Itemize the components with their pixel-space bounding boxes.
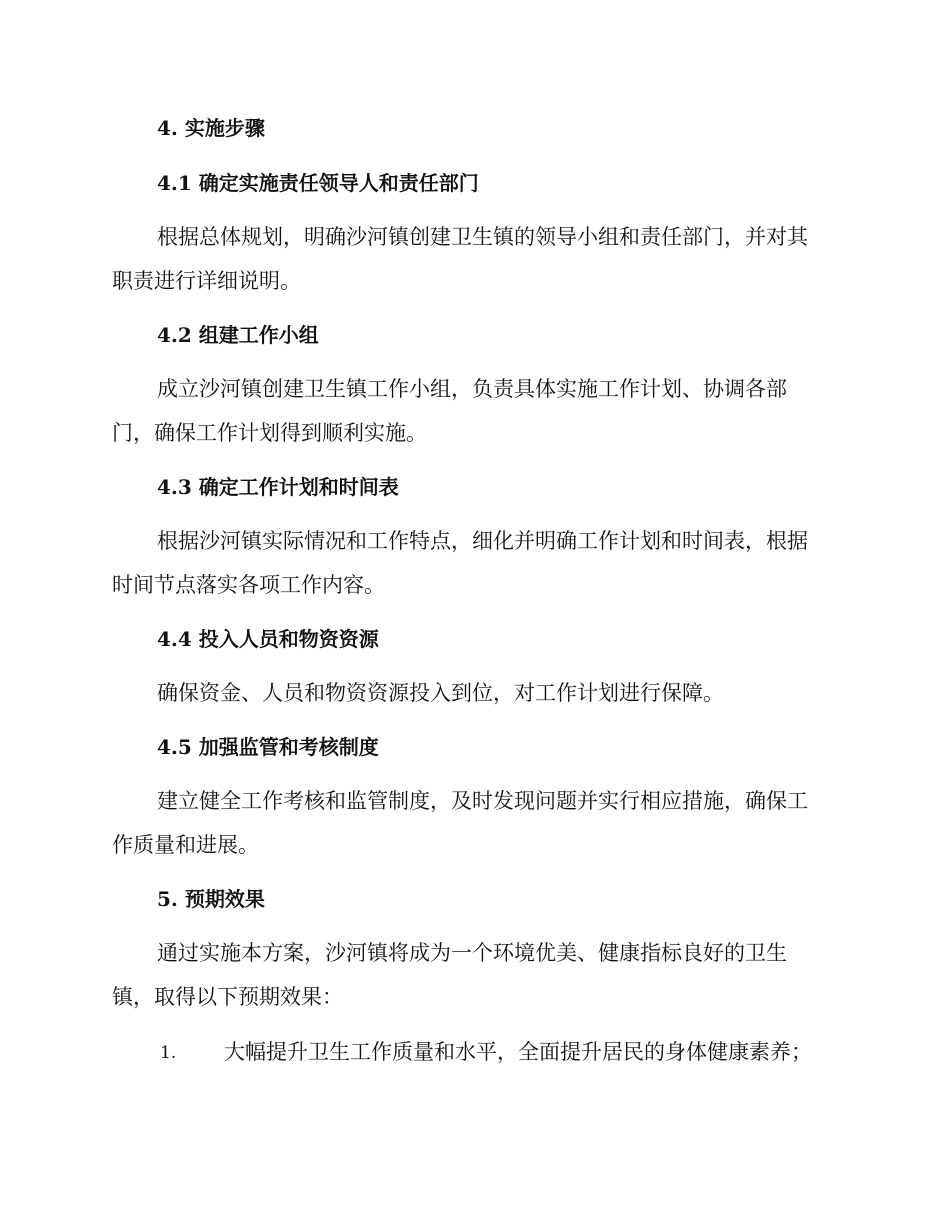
section-heading-4-5: 4.5 加强监管和考核制度 (157, 735, 379, 759)
list-item-number: 1. (160, 1043, 177, 1063)
list-item-text: 大幅提升卫生工作质量和水平，全面提升居民的身体健康素养； (224, 1040, 812, 1064)
section-heading-5: 5. 预期效果 (157, 887, 265, 911)
section-heading-4-3: 4.3 确定工作计划和时间表 (157, 475, 399, 499)
paragraph-line: 门，确保工作计划得到顺利实施。 (112, 421, 427, 445)
section-heading-4-1: 4.1 确定实施责任领导人和责任部门 (157, 171, 479, 195)
section-heading-4: 4. 实施步骤 (157, 116, 265, 140)
paragraph-line: 建立健全工作考核和监管制度，及时发现问题并实行相应措施，确保工 (157, 789, 808, 813)
paragraph-line: 根据沙河镇实际情况和工作特点，细化并明确工作计划和时间表，根据 (157, 529, 808, 553)
paragraph-line: 通过实施本方案，沙河镇将成为一个环境优美、健康指标良好的卫生 (157, 941, 787, 965)
paragraph-line: 确保资金、人员和物资资源投入到位，对工作计划进行保障。 (157, 681, 724, 705)
paragraph-line: 作质量和进展。 (112, 833, 259, 857)
paragraph-line: 职责进行详细说明。 (112, 269, 301, 293)
paragraph-line: 时间节点落实各项工作内容。 (112, 573, 385, 597)
section-heading-4-2: 4.2 组建工作小组 (157, 323, 319, 347)
paragraph-line: 镇，取得以下预期效果： (112, 985, 343, 1009)
section-heading-4-4: 4.4 投入人员和物资资源 (157, 627, 379, 651)
paragraph-line: 根据总体规划，明确沙河镇创建卫生镇的领导小组和责任部门，并对其 (157, 225, 808, 249)
paragraph-line: 成立沙河镇创建卫生镇工作小组，负责具体实施工作计划、协调各部 (157, 377, 787, 401)
